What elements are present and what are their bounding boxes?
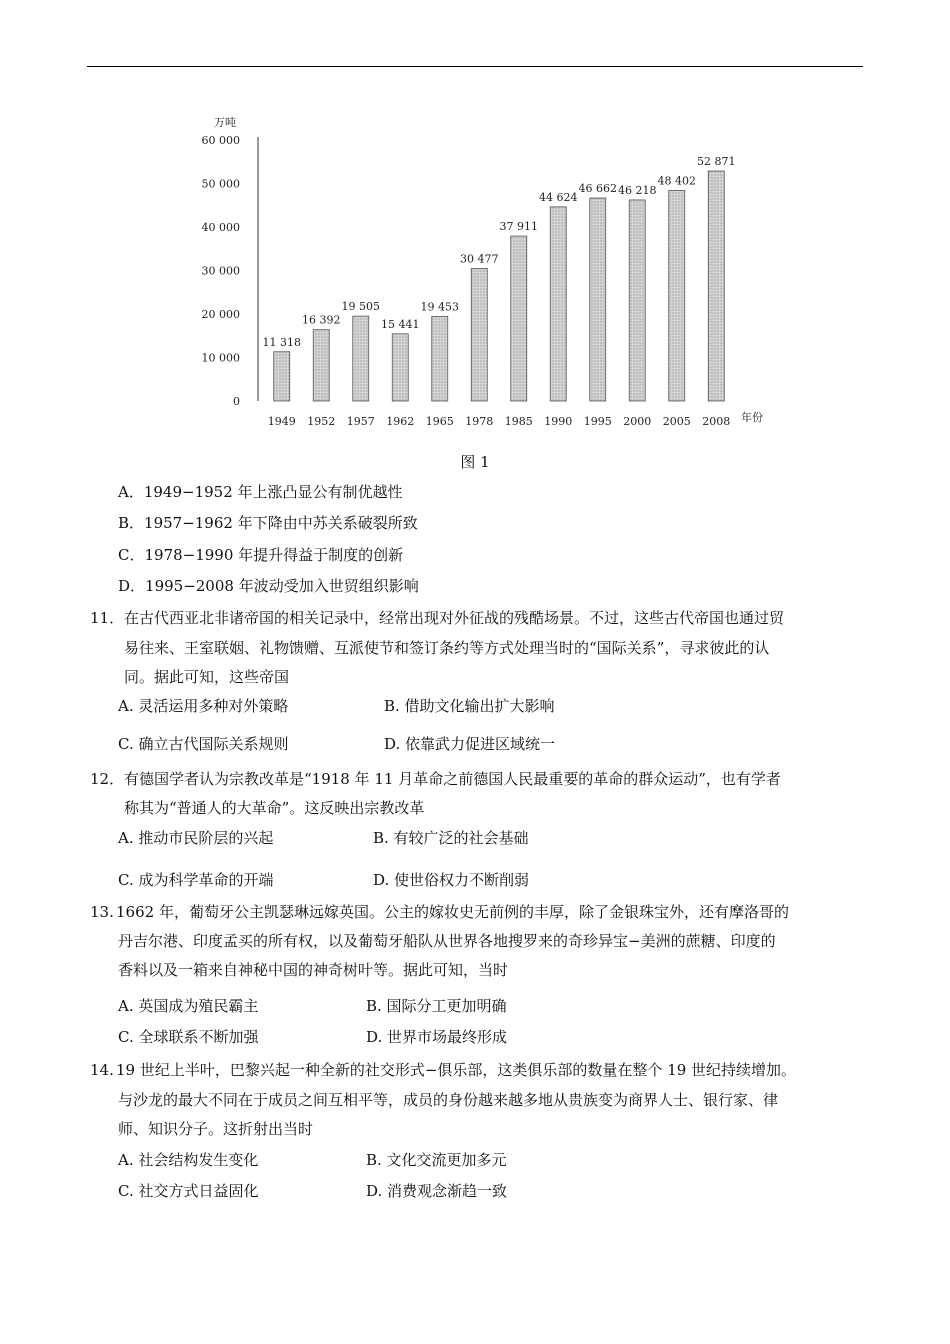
q12-option-a: A. 推动市民阶层的兴起	[118, 829, 274, 847]
q12-stem-line: 称其为“普通人的大革命”。这反映出宗教改革	[124, 799, 425, 817]
q14-option-a: A. 社会结构发生变化	[118, 1151, 259, 1169]
bar-value-label: 37 911	[499, 220, 538, 234]
q12-option-b: B. 有较广泛的社会基础	[373, 829, 529, 847]
x-tick-label: 2008	[702, 415, 731, 428]
q13-stem-line: 香料以及一箱来自神秘中国的神奇树叶等。据此可知，当时	[118, 961, 509, 979]
x-tick-label: 1952	[307, 415, 336, 428]
q12-option-d: D. 使世俗权力不断削弱	[373, 871, 530, 889]
bar-value-label: 19 453	[420, 300, 459, 314]
bar-value-label: 30 477	[460, 252, 499, 266]
q12-stem-line: 有德国学者认为宗教改革是“1918 年 11 月革命之前德国人民最重要的革命的群众运动”，也有学者	[124, 770, 781, 788]
bar-value-label: 52 871	[697, 155, 736, 169]
q11-option-d: D. 依靠武力促进区域统一	[384, 735, 556, 753]
x-tick-label: 1985	[504, 415, 533, 428]
x-axis-unit: 年份	[741, 411, 763, 424]
q10-option-a: A．1949−1952 年上涨凸显公有制优越性	[118, 483, 403, 501]
bar	[511, 236, 527, 401]
bar-value-label: 16 392	[302, 313, 341, 327]
q13-stem-line: 丹吉尔港、印度孟买的所有权，以及葡萄牙船队从世界各地搜罗来的奇珍异宝−美洲的蔗糖、印度的	[118, 932, 776, 950]
x-tick-label: 2005	[662, 415, 691, 428]
q14-option-b: B. 文化交流更加多元	[366, 1151, 507, 1169]
bar-chart	[195, 105, 775, 445]
x-tick-label: 1978	[465, 415, 494, 428]
q13-option-c: C. 全球联系不断加强	[118, 1028, 259, 1046]
q14-number: 14.	[90, 1061, 114, 1079]
q10-option-c: C．1978−1990 年提升得益于制度的创新	[118, 546, 404, 564]
bar	[550, 207, 566, 401]
bar-value-label: 19 505	[341, 300, 380, 314]
bar-value-label: 46 218	[618, 183, 657, 197]
q14-option-d: D. 消费观念渐趋一致	[366, 1182, 508, 1200]
bar	[629, 200, 645, 401]
bar	[313, 330, 329, 401]
q14-stem-line: 与沙龙的最大不同在于成员之间互相平等，成员的身份越来越多地从贵族变为商界人士、银行家、律	[118, 1091, 779, 1109]
q13-option-d: D. 世界市场最终形成	[366, 1028, 508, 1046]
q11-option-c: C. 确立古代国际关系规则	[118, 735, 289, 753]
q13-stem-line: 1662 年，葡萄牙公主凯瑟琳远嫁英国。公主的嫁妆史无前例的丰厚，除了金银珠宝外，还有摩洛哥的	[116, 903, 789, 921]
q14-stem-line: 19 世纪上半叶，巴黎兴起一种全新的社交形式−俱乐部，这类俱乐部的数量在整个 19 世纪持续增加。	[116, 1061, 797, 1079]
bar-value-label: 11 318	[262, 335, 301, 349]
q12-number: 12．	[90, 770, 125, 788]
q10-option-b: B．1957−1962 年下降由中苏关系破裂所致	[118, 514, 418, 532]
x-tick-label: 1957	[346, 415, 375, 428]
q13-option-a: A. 英国成为殖民霸主	[118, 997, 259, 1015]
x-tick-label: 1965	[425, 415, 454, 428]
q11-option-b: B. 借助文化输出扩大影响	[384, 697, 555, 715]
bar	[669, 190, 685, 401]
bar-value-label: 15 441	[381, 317, 420, 331]
q11-stem-line: 同。据此可知，这些帝国	[124, 668, 290, 686]
y-axis-unit: 万吨	[214, 116, 236, 129]
x-tick-label: 1990	[544, 415, 573, 428]
x-tick-label: 1949	[267, 415, 296, 428]
bar-value-label: 44 624	[539, 190, 578, 204]
y-tick-label: 30 000	[201, 264, 240, 278]
y-tick-label: 40 000	[201, 221, 240, 234]
y-tick-label: 50 000	[201, 177, 240, 191]
header-rule	[87, 66, 863, 67]
q11-number: 11．	[90, 609, 125, 627]
y-tick-label: 10 000	[201, 351, 240, 365]
x-tick-label: 1962	[386, 415, 415, 428]
y-tick-label: 0	[233, 395, 240, 408]
q11-option-a: A. 灵活运用多种对外策略	[118, 697, 289, 715]
bar-value-label: 48 402	[657, 174, 696, 188]
bar-value-label: 46 662	[578, 182, 617, 196]
x-tick-label: 1995	[583, 415, 612, 428]
q13-option-b: B. 国际分工更加明确	[366, 997, 507, 1015]
q11-stem-line: 易往来、王室联姻、礼物馈赠、互派使节和签订条约等方式处理当时的“国际关系”，寻求彼此的认	[124, 639, 770, 657]
q11-stem-line: 在古代西亚北非诸帝国的相关记录中，经常出现对外征战的残酷场景。不过，这些古代帝国也通过贸	[124, 609, 785, 627]
bar	[274, 352, 290, 401]
x-tick-label: 2000	[623, 415, 652, 428]
bar	[590, 198, 606, 401]
y-tick-label: 20 000	[201, 308, 240, 321]
q13-number: 13.	[90, 903, 114, 921]
q10-option-d: D．1995−2008 年波动受加入世贸组织影响	[118, 577, 419, 595]
figure-caption: 图 1	[460, 453, 490, 471]
bar	[392, 334, 408, 401]
bar	[708, 171, 724, 401]
y-tick-label: 60 000	[201, 134, 240, 147]
q14-stem-line: 师、知识分子。这折射出当时	[118, 1120, 314, 1138]
bar	[432, 316, 448, 401]
bar	[353, 316, 369, 401]
bar	[471, 268, 487, 401]
q12-option-c: C. 成为科学革命的开端	[118, 871, 274, 889]
q14-option-c: C. 社交方式日益固化	[118, 1182, 259, 1200]
